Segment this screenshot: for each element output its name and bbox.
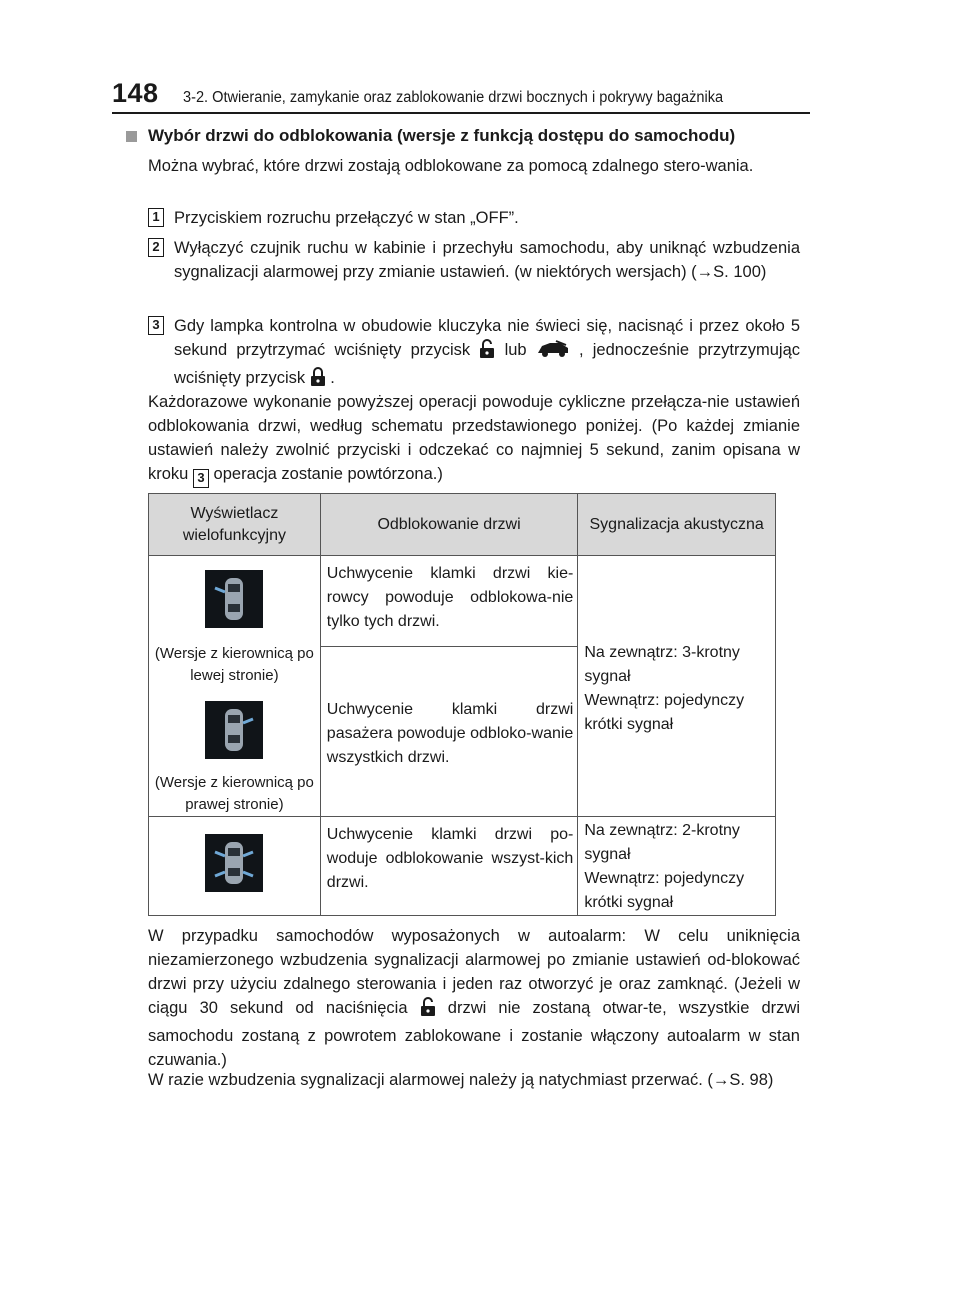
settings-table	[148, 493, 776, 916]
trunk-car-icon	[536, 339, 570, 366]
section-title: Wybór drzwi do odblokowania (wersje z funkcją dostępu do samochodu)	[148, 126, 736, 145]
step-1	[148, 206, 800, 230]
display-cell-2	[149, 817, 321, 916]
unlock-all: Uchwycenie klamki drzwi po-woduje odblokowanie wszyst-kich drzwi.	[320, 817, 578, 916]
cycle-paragraph: Każdorazowe wykonanie powyższej operacji powoduje cykliczne przełącza-nie ustawień odblokowania drzwi, według schematu przedstawionego poniżej. (Po każdej zmianie ustawień należy zwolnić przyciski i odczekać co najmniej 5 sekund, zanim opisana w kroku 3 operacja zostanie powtórzona.)	[148, 390, 800, 488]
caption-lhd: (Wersje z kierownicą po lewej stronie)	[154, 645, 314, 684]
car-display-icon	[205, 570, 263, 628]
section-heading	[126, 126, 735, 146]
page-header	[112, 78, 812, 109]
alarm-stop-paragraph: W razie wzbudzenia sygnalizacji alarmowej należy ją natychmiast przerwać. (→S. 98)	[148, 1071, 774, 1089]
page-number: 148	[112, 78, 159, 108]
signal-cell-2: Na zewnątrz: 2-krotny sygnał Wewnątrz: pojedynczy krótki sygnał	[578, 817, 776, 916]
unlock-passenger: Uchwycenie klamki drzwi pasażera powoduje odbloko-wanie wszystkich drzwi.	[320, 646, 578, 817]
step-text: Gdy lampka kontrolna w obudowie kluczyka nie świeci się, nacisnąć i przez około 5 sekund przytrzymać wciśnięty przycisk lub , jednocześnie przytrzymując wciśnięty przycisk .	[174, 314, 800, 394]
car-display-icon	[205, 701, 263, 759]
bullet-square-icon	[126, 131, 137, 142]
header-display: Wyświetlacz wielofunkcyjny	[149, 494, 321, 556]
alarm-paragraph: W przypadku samochodów wyposażonych w autoalarm: W celu uniknięcia niezamierzonego wzbudzenia sygnalizacji alarmowej po zmianie ustawień od-blokować drzwi przy użyciu zdalnego sterowania i jeden raz otworzyć je oraz zamknąć. (Jeżeli w ciągu 30 sekund od naciśnięcia drzwi nie zostaną otwar-te, wszystkie drzwi samochodu zostaną z powrotem zablokowane i zostanie włączony autoalarm w stan czuwania.)	[148, 927, 801, 1069]
step-ref: 3	[193, 469, 209, 488]
step-number: 2	[148, 238, 164, 257]
step-3	[148, 314, 800, 394]
unlock-key-icon	[479, 339, 495, 366]
car-display-icon	[205, 834, 263, 892]
intro-paragraph: Można wybrać, które drzwi zostają odblokowane za pomocą zdalnego stero-wania.	[148, 157, 754, 175]
step-text: Wyłączyć czujnik ruchu w kabinie i przechyłu samochodu, aby uniknąć wzbudzenia sygnalizacji alarmowej przy zmianie ustawień. (w niektórych wersjach) (→S. 100)	[174, 239, 800, 281]
header-unlock: Odblokowanie drzwi	[320, 494, 578, 556]
unlock-driver: Uchwycenie klamki drzwi kie-rowcy powoduje odblokowa-nie tylko tych drzwi.	[320, 556, 578, 647]
header-signal: Sygnalizacja akustyczna	[578, 494, 776, 556]
step-number: 3	[148, 316, 164, 335]
unlock-key-icon	[420, 997, 436, 1024]
display-cell	[149, 556, 321, 817]
step-number: 1	[148, 208, 164, 227]
signal-cell-1: Na zewnątrz: 3-krotny sygnał Wewnątrz: pojedynczy krótki sygnał	[578, 556, 776, 817]
chapter-title: 3-2. Otwieranie, zamykanie oraz zablokowanie drzwi bocznych i pokrywy bagażnika	[182, 89, 723, 106]
step-2	[148, 236, 800, 284]
step-text: Przyciskiem rozruchu przełączyć w stan „OFF”.	[174, 209, 519, 227]
header-rule	[112, 112, 810, 114]
caption-rhd: (Wersje z kierownicą po prawej stronie)	[154, 774, 314, 813]
